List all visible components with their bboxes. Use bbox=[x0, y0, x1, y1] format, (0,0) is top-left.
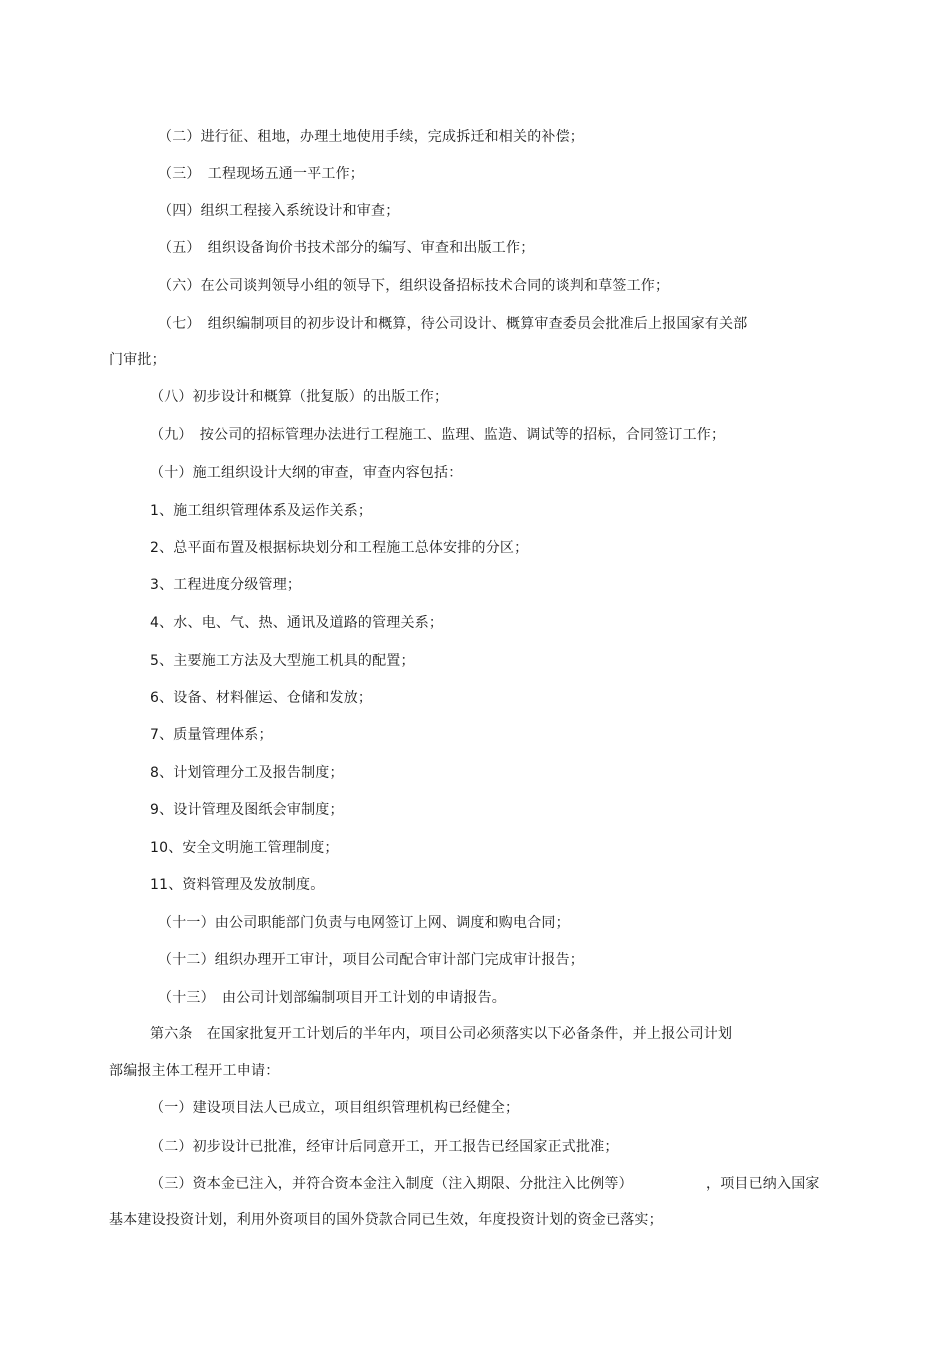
text-line: 6、设备、材料催运、仓储和发放； bbox=[150, 690, 373, 706]
text-line: 2、总平面布置及根据标块划分和工程施工总体安排的分区； bbox=[150, 540, 529, 556]
text-line: 10、安全文明施工管理制度； bbox=[150, 840, 339, 856]
text-line: 第六条 在国家批复开工计划后的半年内，项目公司必须落实以下必备条件，并上报公司计划 bbox=[150, 1026, 733, 1042]
text-line: （四）组织工程接入系统设计和审查； bbox=[158, 203, 400, 219]
text-line: （三）资本金已注入，并符合资本金注入制度（注入期限、分批注入比例等） bbox=[150, 1176, 633, 1192]
text-line: 11、资料管理及发放制度。 bbox=[150, 877, 325, 893]
text-line: （二）初步设计已批准，经审计后同意开工，开工报告已经国家正式批准； bbox=[150, 1139, 619, 1155]
text-line: （五） 组织设备询价书技术部分的编写、审查和出版工作； bbox=[158, 240, 535, 256]
text-line: ，项目已纳入国家 bbox=[706, 1176, 820, 1192]
text-line: 门审批； bbox=[109, 352, 166, 368]
text-line: （三） 工程现场五通一平工作； bbox=[158, 166, 364, 182]
text-line: 部编报主体工程开工申请： bbox=[109, 1063, 280, 1079]
text-line: 3、工程进度分级管理； bbox=[150, 577, 302, 593]
text-line: （七） 组织编制项目的初步设计和概算，待公司设计、概算审查委员会批准后上报国家有关部 bbox=[158, 316, 748, 332]
text-line: （十二）组织办理开工审计，项目公司配合审计部门完成审计报告； bbox=[158, 952, 584, 968]
text-line: 8、计划管理分工及报告制度； bbox=[150, 765, 344, 781]
text-line: 7、质量管理体系； bbox=[150, 727, 273, 743]
text-line: 9、设计管理及图纸会审制度； bbox=[150, 802, 344, 818]
text-line: （十三） 由公司计划部编制项目开工计划的申请报告。 bbox=[158, 990, 506, 1006]
text-line: （二）进行征、租地，办理土地使用手续，完成拆迁和相关的补偿； bbox=[158, 129, 584, 145]
text-line: 基本建设投资计划，利用外资项目的国外贷款合同已生效，年度投资计划的资金已落实； bbox=[109, 1212, 663, 1228]
text-line: （九） 按公司的招标管理办法进行工程施工、监理、监造、调试等的招标，合同签订工作； bbox=[150, 427, 726, 443]
text-line: （十）施工组织设计大纲的审查，审查内容包括： bbox=[150, 465, 463, 481]
text-line: 1、施工组织管理体系及运作关系； bbox=[150, 503, 373, 519]
text-line: （六）在公司谈判领导小组的领导下，组织设备招标技术合同的谈判和草签工作； bbox=[158, 278, 670, 294]
text-line: （八）初步设计和概算（批复版）的出版工作； bbox=[150, 389, 449, 405]
text-line: 5、主要施工方法及大型施工机具的配置； bbox=[150, 653, 415, 669]
text-line: （十一）由公司职能部门负责与电网签订上网、调度和购电合同； bbox=[158, 915, 570, 931]
text-line: （一）建设项目法人已成立，项目组织管理机构已经健全； bbox=[150, 1100, 520, 1116]
text-line: 4、水、电、气、热、通讯及道路的管理关系； bbox=[150, 615, 444, 631]
